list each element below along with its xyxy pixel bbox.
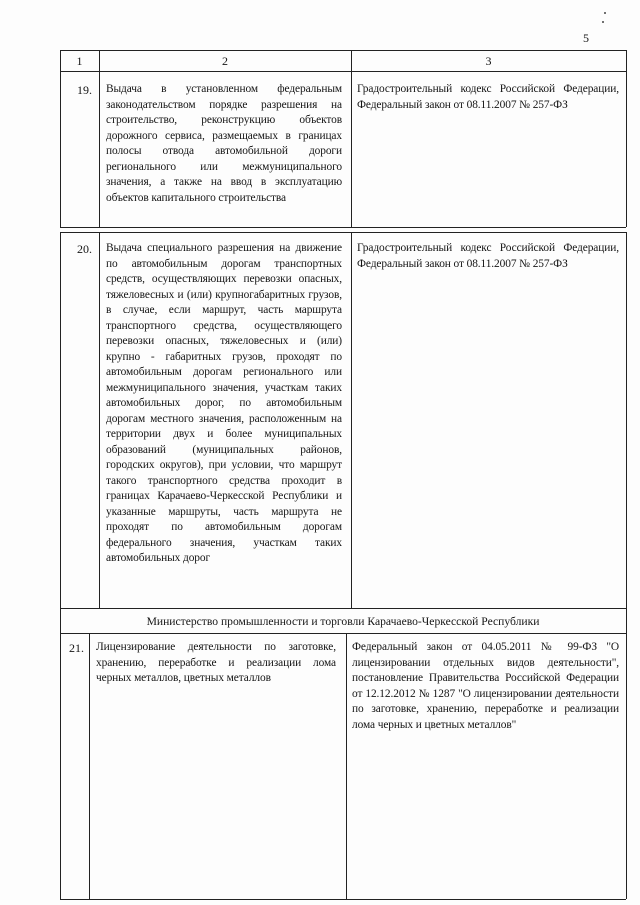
service-name: Выдача в установленном федеральным законодательством порядке разрешения на строительство, реконструкцию объектов дорожного сервиса, размещаемых в границах полосы отвода автомобильной дороги регионального или межмуниципального значения, а также на ввод в эксплуатацию объектов капитального строительства xyxy=(106,83,342,204)
scan-speck xyxy=(604,12,606,14)
left-border xyxy=(60,232,61,608)
left-border xyxy=(60,633,61,899)
legal-basis: Градостроительный кодекс Российской Федерации, Федеральный закон от 08.11.2007 № 257-ФЗ xyxy=(357,83,619,111)
section-bottom-border xyxy=(60,633,626,634)
row-number: 19. xyxy=(77,83,92,97)
table-top-border xyxy=(60,50,626,51)
scan-speck xyxy=(602,21,604,23)
section-title: Министерство промышленности и торговли Карачаево-Черкесской Республики xyxy=(146,615,540,628)
row-19-bottom-border xyxy=(60,227,626,228)
header-col-2: 2 xyxy=(222,54,228,68)
row-number: 21. xyxy=(69,641,84,655)
service-name: Лицензирование деятельности по заготовке, хранению, переработке и реализации лома черных металлов, цветных металлов xyxy=(96,641,336,684)
row-20-top-border xyxy=(60,232,626,233)
legal-basis: Федеральный закон от 04.05.2011 № 99-ФЗ "О лицензировании отдельных видов деятельности", постановление Правительства Российской Федерации от 12.12.2012 № 1287 "О лицензировании деятельности по заготовке, хранению, переработке и реализации лома черных и цветных металлов" xyxy=(352,641,619,731)
right-border xyxy=(626,232,627,608)
header-bottom-border xyxy=(60,71,626,72)
page-number: 5 xyxy=(583,31,589,45)
col-divider-2 xyxy=(351,232,352,608)
col-divider-2 xyxy=(346,633,347,899)
row-number: 20. xyxy=(77,242,92,256)
col-divider-2 xyxy=(351,50,352,227)
row-21-bottom-border xyxy=(60,899,626,900)
legal-basis: Градостроительный кодекс Российской Федерации, Федеральный закон от 08.11.2007 № 257-ФЗ xyxy=(357,242,619,270)
col-divider-1 xyxy=(89,633,90,899)
left-border xyxy=(60,50,61,227)
right-border xyxy=(626,50,627,227)
right-border xyxy=(626,608,627,633)
header-col-1: 1 xyxy=(76,54,83,68)
service-name: Выдача специального разрешения на движение по автомобильным дорогам транспортных средств, осуществляющих перевозки опасных, тяжеловесных и (или) крупногабаритных грузов, в случае, если маршрут, часть маршрута транспортного средства, осуществляющего перевозки опасных, тяжеловесных и (или) крупно - габаритных грузов, проходят по автомобильным дорогам регионального или межмуниципального значения, участкам таких автомобильных дорог, по автомобильным дорогам местного значения, расположенным на территории двух и более муниципальных образований (муниципальных районов, городских округов), при условии, что маршрут такого транспортного средства проходит в границах Карачаево-Черкесской Республики и указанные маршруты, часть маршрута не проходят по автомобильным дорогам федерального значения, участкам таких автомобильных дорог xyxy=(106,242,342,564)
right-border xyxy=(626,633,627,899)
header-col-3: 3 xyxy=(485,54,492,68)
col-divider-1 xyxy=(99,50,100,227)
row-20-bottom-border xyxy=(60,608,626,609)
col-divider-1 xyxy=(99,232,100,608)
